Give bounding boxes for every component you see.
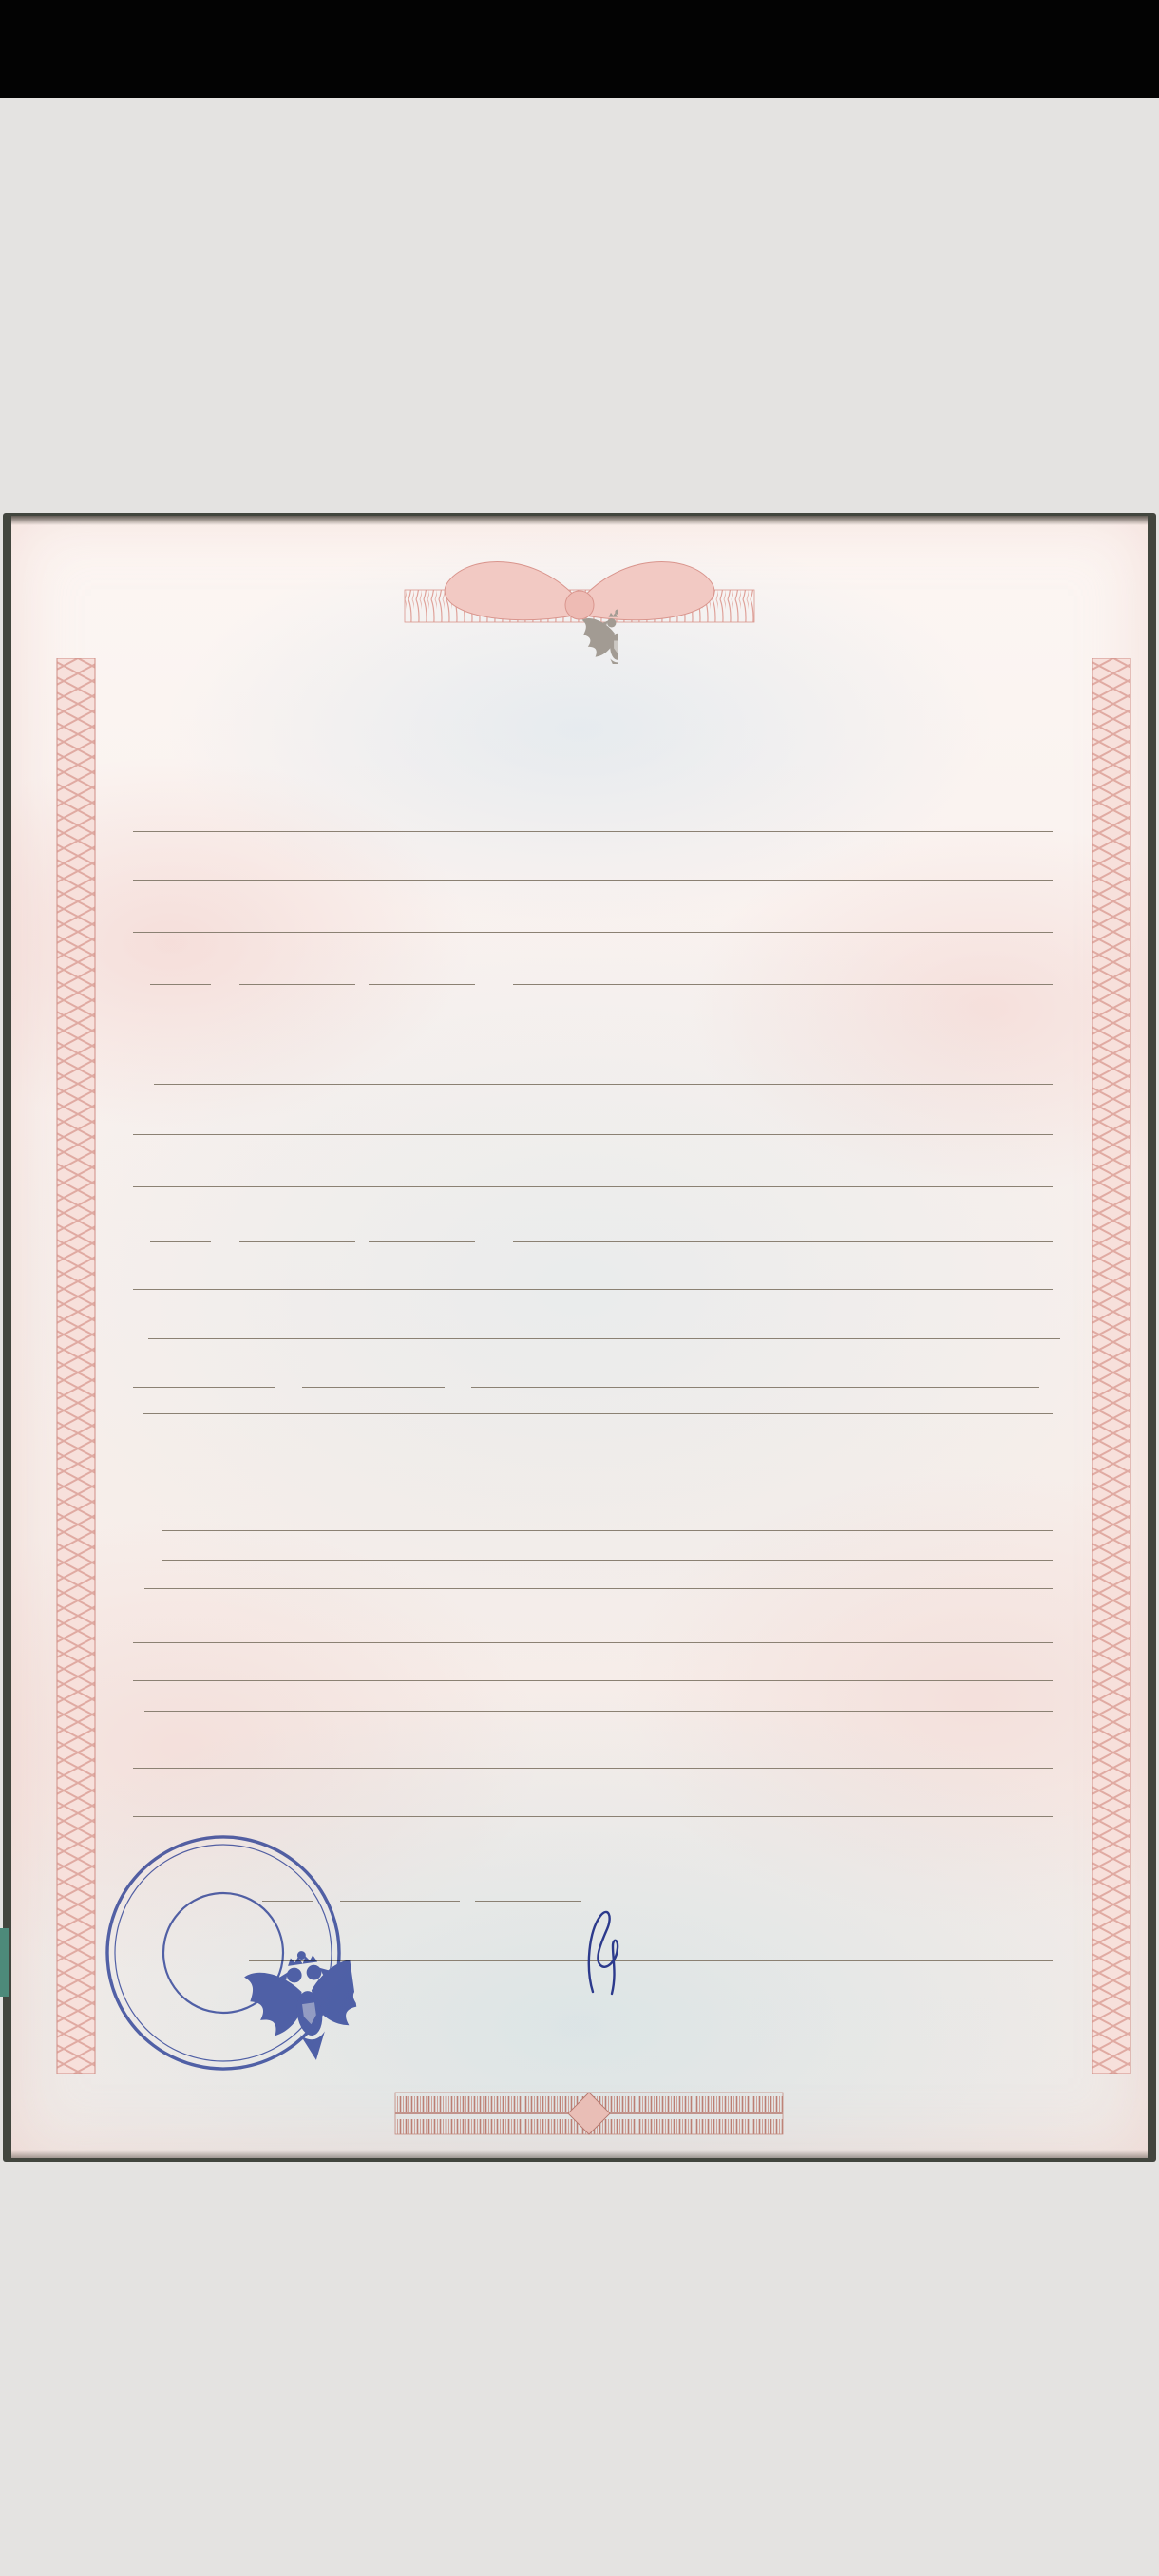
groom-surname-value: [133, 795, 1053, 832]
bride-given-names-row: [133, 1101, 1053, 1135]
issue-month-value: [340, 1865, 460, 1902]
bride-birth-date-row: [133, 1208, 1053, 1242]
bride-given-names-value: [133, 1098, 1053, 1135]
issue-place-row: [133, 1677, 1053, 1712]
bride-citizenship-row: [133, 1153, 1053, 1187]
issue-year-value: [475, 1865, 581, 1902]
record-number-row: [133, 1380, 1053, 1414]
bride-birth-place-row: [133, 1256, 1053, 1290]
double-headed-eagle-icon: [543, 540, 618, 664]
marriage-date-row: [133, 1305, 1072, 1339]
issue-place-label: [133, 1710, 144, 1712]
quote-mark: [211, 983, 228, 985]
registration-place-value-line1: [144, 1552, 1053, 1589]
issue-empty-line: [133, 1783, 1053, 1817]
head-name-value: [249, 1924, 1053, 1961]
photo-backdrop-accent: [0, 1928, 9, 1997]
groom-birth-place-value: [133, 995, 1053, 1032]
issue-place-row2: [133, 1734, 1053, 1769]
bride-surname-row: [133, 1051, 1053, 1085]
groom-birth-month-value: [239, 948, 355, 985]
bride-birth-place-value: [133, 1253, 1053, 1290]
bride-nationality-value: [513, 1205, 1053, 1242]
quote-mark: [133, 983, 150, 985]
signature-icon: [578, 1904, 648, 1999]
bride-birth-day-value: [150, 1205, 211, 1242]
qr-code: [154, 632, 287, 770]
issue-place-value-line2: [133, 1732, 1053, 1769]
groom-citizenship-row: [133, 899, 1053, 933]
groom-given-names-value: [133, 843, 1053, 881]
record-number-value: [142, 1377, 1053, 1414]
border-ornament-right: [1085, 658, 1138, 2074]
groom-citizenship-value: [133, 896, 1053, 933]
groom-birth-place-row: [133, 998, 1053, 1032]
groom-birth-year-value: [369, 948, 475, 985]
photo-top-black-bar: [0, 0, 1159, 98]
marriage-concluded-label: [133, 1337, 148, 1339]
registration-place-value-line2: [133, 1606, 1053, 1643]
registration-place-row2: [133, 1609, 1053, 1643]
record-number-label: [133, 1412, 142, 1414]
bride-citizenship-value: [133, 1150, 1053, 1187]
quote-mark: [133, 1241, 150, 1242]
groom-birth-date-row: [133, 951, 1053, 985]
groom-nationality-value: [513, 948, 1053, 985]
marriage-date-value: [148, 1302, 1060, 1339]
registration-place-row: [133, 1555, 1053, 1589]
groom-birth-day-value: [150, 948, 211, 985]
marriage-certificate-document: [11, 516, 1148, 2158]
conjunction-label: [133, 1083, 154, 1085]
bride-birth-month-value: [239, 1205, 355, 1242]
issue-place-value-line1: [144, 1675, 1053, 1712]
registration-place-label: [133, 1587, 144, 1589]
quote-mark: [211, 1241, 228, 1242]
groom-given-names-row: [133, 846, 1053, 881]
comma-mark: [1060, 1337, 1072, 1339]
zags-round-stamp: [83, 1812, 364, 2093]
bride-birth-year-value: [369, 1205, 475, 1242]
groom-surname-row: [133, 798, 1053, 832]
empty-line: [133, 1780, 1053, 1817]
bride-surname-value: [154, 1048, 1053, 1085]
